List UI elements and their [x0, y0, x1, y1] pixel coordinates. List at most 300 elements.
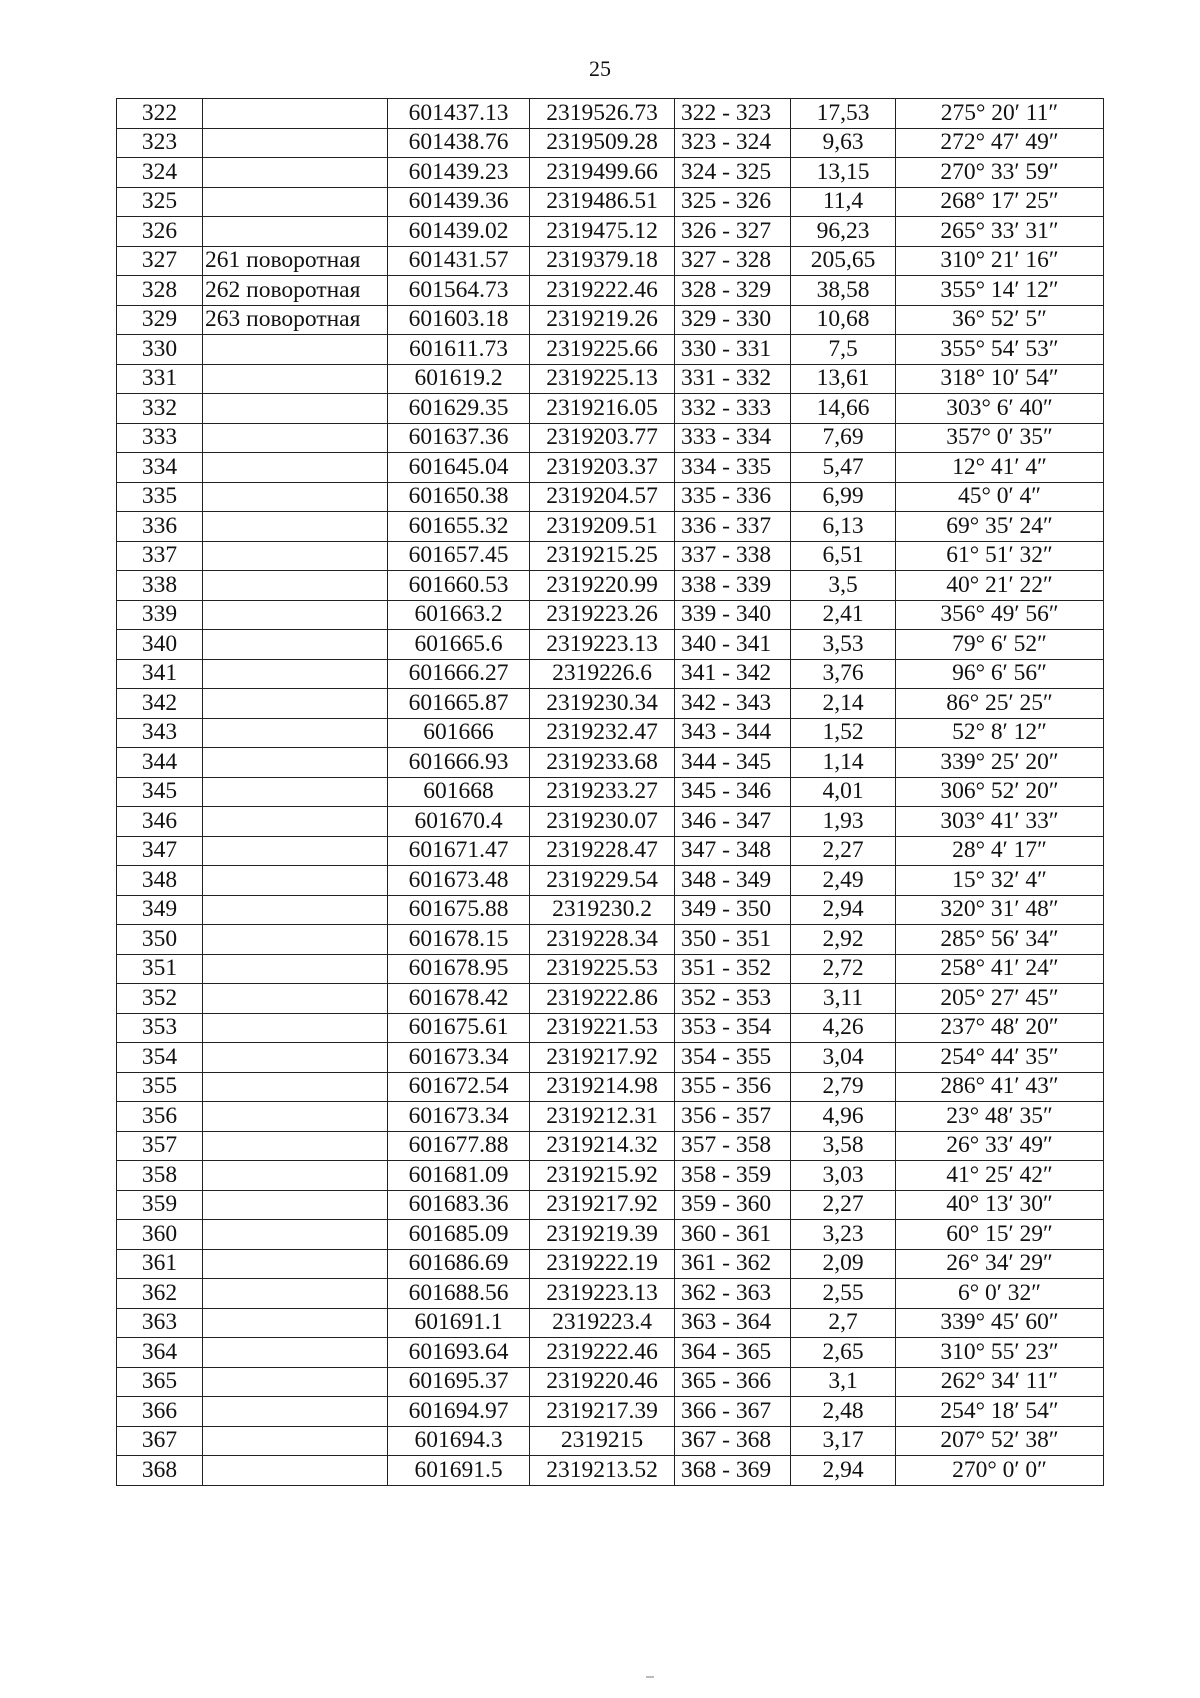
direction-angle-cell: 36° 52′ 5″ [896, 305, 1104, 335]
direction-angle-cell: 355° 54′ 53″ [896, 335, 1104, 365]
segment-cell: 333 - 334 [675, 423, 791, 453]
length-cell: 9,63 [791, 128, 896, 158]
length-cell: 2,65 [791, 1338, 896, 1368]
x-coordinate-cell: 601686.69 [388, 1249, 530, 1279]
y-coordinate-cell: 2319217.39 [530, 1397, 675, 1427]
point-number-cell: 342 [117, 689, 203, 719]
point-number-cell: 343 [117, 718, 203, 748]
length-cell: 3,5 [791, 571, 896, 601]
point-note-cell [203, 453, 388, 483]
point-note-cell [203, 335, 388, 365]
segment-cell: 346 - 347 [675, 807, 791, 837]
direction-angle-cell: 357° 0′ 35″ [896, 423, 1104, 453]
x-coordinate-cell: 601655.32 [388, 512, 530, 542]
length-cell: 3,53 [791, 630, 896, 660]
segment-cell: 324 - 325 [675, 158, 791, 188]
segment-cell: 365 - 366 [675, 1367, 791, 1397]
x-coordinate-cell: 601670.4 [388, 807, 530, 837]
direction-angle-cell: 52° 8′ 12″ [896, 718, 1104, 748]
point-number-cell: 328 [117, 276, 203, 306]
segment-cell: 357 - 358 [675, 1131, 791, 1161]
point-number-cell: 341 [117, 659, 203, 689]
point-note-cell [203, 689, 388, 719]
point-number-cell: 330 [117, 335, 203, 365]
point-note-cell [203, 866, 388, 896]
table-row [117, 1161, 1104, 1191]
y-coordinate-cell: 2319220.46 [530, 1367, 675, 1397]
x-coordinate-cell: 601629.35 [388, 394, 530, 424]
table-row [117, 866, 1104, 896]
segment-cell: 322 - 323 [675, 99, 791, 129]
table-row [117, 364, 1104, 394]
y-coordinate-cell: 2319233.27 [530, 777, 675, 807]
x-coordinate-cell: 601564.73 [388, 276, 530, 306]
y-coordinate-cell: 2319222.46 [530, 276, 675, 306]
x-coordinate-cell: 601695.37 [388, 1367, 530, 1397]
x-coordinate-cell: 601677.88 [388, 1131, 530, 1161]
point-note-cell [203, 1338, 388, 1368]
table-row [117, 1397, 1104, 1427]
direction-angle-cell: 258° 41′ 24″ [896, 954, 1104, 984]
point-number-cell: 337 [117, 541, 203, 571]
x-coordinate-cell: 601637.36 [388, 423, 530, 453]
y-coordinate-cell: 2319225.66 [530, 335, 675, 365]
segment-cell: 351 - 352 [675, 954, 791, 984]
length-cell: 2,79 [791, 1072, 896, 1102]
segment-cell: 345 - 346 [675, 777, 791, 807]
point-note-cell [203, 1131, 388, 1161]
point-note-cell [203, 217, 388, 247]
segment-cell: 359 - 360 [675, 1190, 791, 1220]
table-row [117, 1190, 1104, 1220]
segment-cell: 368 - 369 [675, 1456, 791, 1486]
segment-cell: 362 - 363 [675, 1279, 791, 1309]
point-note-cell [203, 1013, 388, 1043]
segment-cell: 340 - 341 [675, 630, 791, 660]
segment-cell: 329 - 330 [675, 305, 791, 335]
point-note-cell [203, 1367, 388, 1397]
point-number-cell: 358 [117, 1161, 203, 1191]
table-row [117, 807, 1104, 837]
length-cell: 2,49 [791, 866, 896, 896]
y-coordinate-cell: 2319217.92 [530, 1043, 675, 1073]
x-coordinate-cell: 601657.45 [388, 541, 530, 571]
point-number-cell: 348 [117, 866, 203, 896]
point-number-cell: 353 [117, 1013, 203, 1043]
direction-angle-cell: 339° 45′ 60″ [896, 1308, 1104, 1338]
point-note-cell [203, 718, 388, 748]
table-row [117, 659, 1104, 689]
point-note-cell [203, 1397, 388, 1427]
length-cell: 205,65 [791, 246, 896, 276]
y-coordinate-cell: 2319214.98 [530, 1072, 675, 1102]
table-row [117, 1102, 1104, 1132]
point-note-cell [203, 600, 388, 630]
point-number-cell: 336 [117, 512, 203, 542]
length-cell: 13,61 [791, 364, 896, 394]
point-number-cell: 329 [117, 305, 203, 335]
x-coordinate-cell: 601688.56 [388, 1279, 530, 1309]
direction-angle-cell: 286° 41′ 43″ [896, 1072, 1104, 1102]
y-coordinate-cell: 2319232.47 [530, 718, 675, 748]
direction-angle-cell: 45° 0′ 4″ [896, 482, 1104, 512]
table-row [117, 187, 1104, 217]
x-coordinate-cell: 601678.95 [388, 954, 530, 984]
point-note-cell [203, 659, 388, 689]
point-note-cell [203, 807, 388, 837]
point-note-cell [203, 158, 388, 188]
point-note-cell [203, 99, 388, 129]
segment-cell: 364 - 365 [675, 1338, 791, 1368]
length-cell: 2,14 [791, 689, 896, 719]
point-note-cell [203, 630, 388, 660]
point-number-cell: 360 [117, 1220, 203, 1250]
point-note-cell [203, 1190, 388, 1220]
table-row [117, 1249, 1104, 1279]
x-coordinate-cell: 601665.87 [388, 689, 530, 719]
segment-cell: 347 - 348 [675, 836, 791, 866]
length-cell: 4,26 [791, 1013, 896, 1043]
x-coordinate-cell: 601683.36 [388, 1190, 530, 1220]
table-row [117, 1220, 1104, 1250]
direction-angle-cell: 207° 52′ 38″ [896, 1426, 1104, 1456]
x-coordinate-cell: 601645.04 [388, 453, 530, 483]
x-coordinate-cell: 601673.34 [388, 1102, 530, 1132]
y-coordinate-cell: 2319212.31 [530, 1102, 675, 1132]
y-coordinate-cell: 2319526.73 [530, 99, 675, 129]
direction-angle-cell: 270° 0′ 0″ [896, 1456, 1104, 1486]
direction-angle-cell: 79° 6′ 52″ [896, 630, 1104, 660]
table-row [117, 1338, 1104, 1368]
length-cell: 2,94 [791, 895, 896, 925]
y-coordinate-cell: 2319379.18 [530, 246, 675, 276]
point-number-cell: 362 [117, 1279, 203, 1309]
point-note-cell [203, 1249, 388, 1279]
direction-angle-cell: 237° 48′ 20″ [896, 1013, 1104, 1043]
point-number-cell: 334 [117, 453, 203, 483]
table-row [117, 394, 1104, 424]
point-number-cell: 352 [117, 984, 203, 1014]
point-number-cell: 355 [117, 1072, 203, 1102]
table-row [117, 512, 1104, 542]
table-row [117, 984, 1104, 1014]
x-coordinate-cell: 601619.2 [388, 364, 530, 394]
table-body [117, 99, 1104, 1486]
x-coordinate-cell: 601691.1 [388, 1308, 530, 1338]
y-coordinate-cell: 2319228.47 [530, 836, 675, 866]
point-number-cell: 326 [117, 217, 203, 247]
point-number-cell: 345 [117, 777, 203, 807]
segment-cell: 358 - 359 [675, 1161, 791, 1191]
point-number-cell: 325 [117, 187, 203, 217]
point-note-cell [203, 187, 388, 217]
direction-angle-cell: 26° 34′ 29″ [896, 1249, 1104, 1279]
x-coordinate-cell: 601611.73 [388, 335, 530, 365]
segment-cell: 326 - 327 [675, 217, 791, 247]
direction-angle-cell: 28° 4′ 17″ [896, 836, 1104, 866]
length-cell: 2,72 [791, 954, 896, 984]
length-cell: 3,58 [791, 1131, 896, 1161]
point-note-cell [203, 777, 388, 807]
length-cell: 5,47 [791, 453, 896, 483]
length-cell: 2,27 [791, 1190, 896, 1220]
point-note-cell [203, 954, 388, 984]
point-number-cell: 339 [117, 600, 203, 630]
table-row [117, 1072, 1104, 1102]
segment-cell: 352 - 353 [675, 984, 791, 1014]
table-row [117, 1456, 1104, 1486]
direction-angle-cell: 26° 33′ 49″ [896, 1131, 1104, 1161]
point-number-cell: 332 [117, 394, 203, 424]
direction-angle-cell: 205° 27′ 45″ [896, 984, 1104, 1014]
table-row [117, 689, 1104, 719]
segment-cell: 331 - 332 [675, 364, 791, 394]
table-row [117, 571, 1104, 601]
segment-cell: 350 - 351 [675, 925, 791, 955]
point-note-cell [203, 748, 388, 778]
length-cell: 11,4 [791, 187, 896, 217]
y-coordinate-cell: 2319226.6 [530, 659, 675, 689]
point-note-cell [203, 1102, 388, 1132]
y-coordinate-cell: 2319223.26 [530, 600, 675, 630]
table-row [117, 305, 1104, 335]
table-row [117, 1013, 1104, 1043]
x-coordinate-cell: 601665.6 [388, 630, 530, 660]
y-coordinate-cell: 2319215.25 [530, 541, 675, 571]
direction-angle-cell: 310° 55′ 23″ [896, 1338, 1104, 1368]
y-coordinate-cell: 2319230.34 [530, 689, 675, 719]
segment-cell: 343 - 344 [675, 718, 791, 748]
point-note-cell [203, 482, 388, 512]
length-cell: 3,17 [791, 1426, 896, 1456]
point-number-cell: 349 [117, 895, 203, 925]
x-coordinate-cell: 601685.09 [388, 1220, 530, 1250]
point-note-cell [203, 128, 388, 158]
x-coordinate-cell: 601668 [388, 777, 530, 807]
direction-angle-cell: 262° 34′ 11″ [896, 1367, 1104, 1397]
length-cell: 6,51 [791, 541, 896, 571]
point-number-cell: 322 [117, 99, 203, 129]
length-cell: 13,15 [791, 158, 896, 188]
table-row [117, 453, 1104, 483]
segment-cell: 367 - 368 [675, 1426, 791, 1456]
y-coordinate-cell: 2319228.34 [530, 925, 675, 955]
segment-cell: 354 - 355 [675, 1043, 791, 1073]
length-cell: 17,53 [791, 99, 896, 129]
length-cell: 2,94 [791, 1456, 896, 1486]
segment-cell: 327 - 328 [675, 246, 791, 276]
length-cell: 3,1 [791, 1367, 896, 1397]
direction-angle-cell: 60° 15′ 29″ [896, 1220, 1104, 1250]
direction-angle-cell: 254° 18′ 54″ [896, 1397, 1104, 1427]
length-cell: 1,52 [791, 718, 896, 748]
point-number-cell: 357 [117, 1131, 203, 1161]
point-note-cell [203, 1456, 388, 1486]
length-cell: 4,01 [791, 777, 896, 807]
point-note-cell [203, 571, 388, 601]
length-cell: 7,5 [791, 335, 896, 365]
x-coordinate-cell: 601666.93 [388, 748, 530, 778]
page-mark [646, 1676, 654, 1678]
segment-cell: 349 - 350 [675, 895, 791, 925]
point-number-cell: 368 [117, 1456, 203, 1486]
table-row [117, 748, 1104, 778]
x-coordinate-cell: 601437.13 [388, 99, 530, 129]
direction-angle-cell: 15° 32′ 4″ [896, 866, 1104, 896]
point-note-cell [203, 1043, 388, 1073]
point-number-cell: 327 [117, 246, 203, 276]
y-coordinate-cell: 2319219.26 [530, 305, 675, 335]
length-cell: 7,69 [791, 423, 896, 453]
y-coordinate-cell: 2319222.19 [530, 1249, 675, 1279]
length-cell: 1,93 [791, 807, 896, 837]
length-cell: 6,99 [791, 482, 896, 512]
segment-cell: 353 - 354 [675, 1013, 791, 1043]
point-note-cell [203, 512, 388, 542]
point-number-cell: 335 [117, 482, 203, 512]
segment-cell: 366 - 367 [675, 1397, 791, 1427]
x-coordinate-cell: 601438.76 [388, 128, 530, 158]
y-coordinate-cell: 2319222.86 [530, 984, 675, 1014]
y-coordinate-cell: 2319203.37 [530, 453, 675, 483]
direction-angle-cell: 86° 25′ 25″ [896, 689, 1104, 719]
point-note-cell [203, 423, 388, 453]
direction-angle-cell: 320° 31′ 48″ [896, 895, 1104, 925]
point-number-cell: 356 [117, 1102, 203, 1132]
y-coordinate-cell: 2319223.4 [530, 1308, 675, 1338]
x-coordinate-cell: 601694.97 [388, 1397, 530, 1427]
segment-cell: 356 - 357 [675, 1102, 791, 1132]
point-note-cell [203, 364, 388, 394]
table-row [117, 1367, 1104, 1397]
x-coordinate-cell: 601439.02 [388, 217, 530, 247]
table-row [117, 217, 1104, 247]
length-cell: 2,92 [791, 925, 896, 955]
y-coordinate-cell: 2319215.92 [530, 1161, 675, 1191]
table-row [117, 276, 1104, 306]
table-row [117, 1426, 1104, 1456]
point-number-cell: 331 [117, 364, 203, 394]
x-coordinate-cell: 601675.88 [388, 895, 530, 925]
y-coordinate-cell: 2319475.12 [530, 217, 675, 247]
segment-cell: 342 - 343 [675, 689, 791, 719]
point-number-cell: 340 [117, 630, 203, 660]
length-cell: 3,11 [791, 984, 896, 1014]
table-row [117, 128, 1104, 158]
x-coordinate-cell: 601673.48 [388, 866, 530, 896]
table-row [117, 836, 1104, 866]
point-number-cell: 338 [117, 571, 203, 601]
y-coordinate-cell: 2319216.05 [530, 394, 675, 424]
segment-cell: 337 - 338 [675, 541, 791, 571]
segment-cell: 348 - 349 [675, 866, 791, 896]
length-cell: 10,68 [791, 305, 896, 335]
point-number-cell: 347 [117, 836, 203, 866]
point-number-cell: 363 [117, 1308, 203, 1338]
table-row [117, 158, 1104, 188]
length-cell: 2,48 [791, 1397, 896, 1427]
direction-angle-cell: 40° 13′ 30″ [896, 1190, 1104, 1220]
table-row [117, 718, 1104, 748]
y-coordinate-cell: 2319233.68 [530, 748, 675, 778]
segment-cell: 334 - 335 [675, 453, 791, 483]
length-cell: 2,41 [791, 600, 896, 630]
segment-cell: 323 - 324 [675, 128, 791, 158]
point-note-cell [203, 1279, 388, 1309]
direction-angle-cell: 61° 51′ 32″ [896, 541, 1104, 571]
point-note-cell: 263 поворотная [203, 305, 388, 335]
length-cell: 14,66 [791, 394, 896, 424]
y-coordinate-cell: 2319209.51 [530, 512, 675, 542]
table-row [117, 423, 1104, 453]
y-coordinate-cell: 2319499.66 [530, 158, 675, 188]
y-coordinate-cell: 2319223.13 [530, 630, 675, 660]
x-coordinate-cell: 601678.42 [388, 984, 530, 1014]
x-coordinate-cell: 601694.3 [388, 1426, 530, 1456]
segment-cell: 360 - 361 [675, 1220, 791, 1250]
point-number-cell: 365 [117, 1367, 203, 1397]
table-row [117, 1131, 1104, 1161]
table-row [117, 482, 1104, 512]
table-row [117, 925, 1104, 955]
table-row [117, 600, 1104, 630]
segment-cell: 330 - 331 [675, 335, 791, 365]
y-coordinate-cell: 2319204.57 [530, 482, 675, 512]
x-coordinate-cell: 601650.38 [388, 482, 530, 512]
y-coordinate-cell: 2319230.07 [530, 807, 675, 837]
length-cell: 2,27 [791, 836, 896, 866]
length-cell: 96,23 [791, 217, 896, 247]
x-coordinate-cell: 601663.2 [388, 600, 530, 630]
direction-angle-cell: 310° 21′ 16″ [896, 246, 1104, 276]
x-coordinate-cell: 601660.53 [388, 571, 530, 601]
point-number-cell: 346 [117, 807, 203, 837]
segment-cell: 335 - 336 [675, 482, 791, 512]
point-note-cell [203, 984, 388, 1014]
direction-angle-cell: 318° 10′ 54″ [896, 364, 1104, 394]
length-cell: 38,58 [791, 276, 896, 306]
point-number-cell: 350 [117, 925, 203, 955]
y-coordinate-cell: 2319215 [530, 1426, 675, 1456]
table-row [117, 1279, 1104, 1309]
x-coordinate-cell: 601666 [388, 718, 530, 748]
direction-angle-cell: 96° 6′ 56″ [896, 659, 1104, 689]
y-coordinate-cell: 2319220.99 [530, 571, 675, 601]
segment-cell: 361 - 362 [675, 1249, 791, 1279]
x-coordinate-cell: 601671.47 [388, 836, 530, 866]
table-row [117, 1043, 1104, 1073]
point-note-cell [203, 836, 388, 866]
x-coordinate-cell: 601675.61 [388, 1013, 530, 1043]
segment-cell: 325 - 326 [675, 187, 791, 217]
y-coordinate-cell: 2319222.46 [530, 1338, 675, 1368]
point-note-cell [203, 541, 388, 571]
length-cell: 2,55 [791, 1279, 896, 1309]
direction-angle-cell: 306° 52′ 20″ [896, 777, 1104, 807]
direction-angle-cell: 6° 0′ 32″ [896, 1279, 1104, 1309]
direction-angle-cell: 303° 6′ 40″ [896, 394, 1104, 424]
length-cell: 2,7 [791, 1308, 896, 1338]
point-number-cell: 324 [117, 158, 203, 188]
direction-angle-cell: 268° 17′ 25″ [896, 187, 1104, 217]
point-note-cell: 261 поворотная [203, 246, 388, 276]
length-cell: 3,76 [791, 659, 896, 689]
direction-angle-cell: 12° 41′ 4″ [896, 453, 1104, 483]
x-coordinate-cell: 601681.09 [388, 1161, 530, 1191]
table-row [117, 954, 1104, 984]
table-row [117, 246, 1104, 276]
point-number-cell: 366 [117, 1397, 203, 1427]
